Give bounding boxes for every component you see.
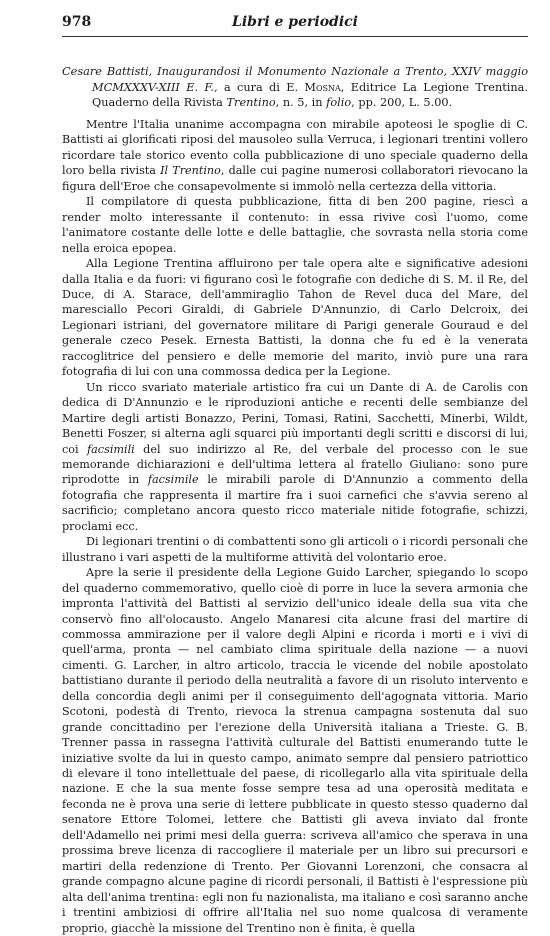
page-number: 978: [62, 14, 92, 30]
citation-title: Cesare Battisti, Inaugurandosi il Monumento Nazionale a Trento, XXIV maggio MCMXXXV-XIII E. F.,: [62, 65, 528, 94]
body-paragraph: [62, 194, 528, 256]
body-paragraph: [62, 565, 528, 936]
paragraph-text: Alla Legione Trentina affluirono per tale opera alte e significative adesioni dalla Italia e da fuori: vi figurano così le fotografie con dediche di S. M. il Re, del Duce, di A. Starace, dell'ammiraglio Tahon de Revel duca del Mare, del maresciallo Pecori Giraldi, di Gabriele D'Annunzio, di Carlo Delcroix, dei Legionari istriani, del governatore militare di Parigi generale Gouraud e del generale czeco Pesek. Ernesta Battisti, la donna che fu ed è la venerata raccoglitrice del pensiero e delle memorie del marito, inviò pure una rara fotografia di lui con una commossa dedica per la Legione.: [62, 257, 528, 379]
body-paragraph: [62, 117, 528, 194]
italic-text: Il Trentino: [160, 164, 221, 178]
citation-editor-prefix: a cura di E.: [217, 80, 305, 94]
italic-text: facsimili: [87, 442, 135, 456]
body-paragraph: [62, 534, 528, 565]
citation-issue: , n. 5, in: [275, 96, 327, 110]
body-paragraph: [62, 380, 528, 535]
paragraph-text: le mirabili parole di D'Annunzio a commento della fotografia che rappresenta il martire fra i suoi carnefici che s'avvia sereno al sacrificio; completano ancora questo ricco materiale nitide fotografie, schizzi, proclami ecc.: [62, 473, 528, 533]
paragraph-text: Mentre l'Italia unanime accompagna con mirabile apoteosi le spoglie di C. Battisti ai glorificati riposi del mausoleo sulla Verruca, i legionari trentini vollero ricordare tale storico evento colla pubblicazione di uno speciale quaderno della loro bella rivista: [62, 118, 528, 178]
citation-publisher: , Editrice La Legione Trentina. Quaderno della Rivista: [92, 80, 528, 110]
paragraph-text: , dalle cui pagine numerosi collaboratori rievocano la figura dell'Eroe che consapevolmente si immolò nella certezza della vittoria.: [62, 164, 529, 193]
body-paragraph: [62, 256, 528, 380]
paragraph-text: Di legionari trentini o di combattenti sono gli articoli o i ricordi personali che illustrano i vari aspetti de la multiforme attività del volontario eroe.: [62, 535, 528, 564]
paragraph-text: Il compilatore di questa pubblicazione, fitta di ben 200 pagine, riescì a render molto interessante il contenuto: in essa rivive così l'uomo, come l'animatore costante delle lotte e delle battaglie, che sovrasta nella storia come nella eroica epopea.: [62, 195, 528, 255]
citation-format: folio: [326, 96, 352, 110]
italic-text: facsimile: [147, 473, 199, 487]
bibliographic-citation: [62, 64, 528, 111]
citation-pages-price: , pp. 200, L. 5.00.: [351, 96, 453, 110]
paragraph-text: del suo indirizzo al Re, del verbale del processo con le sue memorande dichiarazioni e dell'ultima lettera al fratello Giuliano: sono pure riprodotte in: [62, 442, 528, 487]
section-title: Libri e periodici: [232, 14, 358, 30]
running-header: [62, 14, 528, 37]
review-body: [62, 117, 528, 936]
citation-editor-name: Mosna: [304, 80, 341, 94]
paragraph-text: Un ricco svariato materiale artistico fra cui un Dante di A. de Carolis con dedica di D'Annunzio e le riproduzioni antiche e recenti delle sembianze del Martire degli artisti Bonazzo, Perini, Tomasi, Ratini, Sacchetti, Minerbi, Wildt, Benetti Foszer, si alterna agli squarci più importanti degli scritti e discorsi di lui, coi: [62, 380, 528, 456]
citation-journal: Trentino: [226, 96, 276, 110]
paragraph-text: Apre la serie il presidente della Legione Guido Larcher, spiegando lo scopo del quaderno commemorativo, quello cioè di porre in luce la severa armonia che impronta l'attività del Battisti al servizio dell'unico ideale della sua vita che conservò fino all'olocausto. Angelo Manaresi cita alcune frasi del martire di commossa ammirazione per il valore degli Alpini e ricorda i morti e i vivi di quell'arma, pronta — nel cambiato clima spirituale della nazione — a nuovi cimenti. G. Larcher, in altro articolo, traccia le vicende del nobile apostolato battistiano durante il periodo della neutralità a favore di un risoluto intervento e della concordia degli animi per il conseguimento dell'agognata vittoria. Mario Scotoni, podestà di Trento, rievoca la strenua campagna sostenuta dal suo grande concittadino per l'erezione della Università italiana a Trieste. G. B. Trenner passa in rassegna l'attività culturale del Battisti enumerando tutte le iniziative svolte da lui in questo campo, animato sempre dal pensiero patriottico di elevare il tono intellettuale del paese, di ricollegarlo alla vita spirituale della nazione. E che la sua mente fosse sempre tesa ad una operosità meditata e feconda ne è prova una serie di lettere pubblicate in questo stesso quaderno dal senatore Ettore Tolomei, lettere che Battisti gli aveva inviato dal fronte dell'Adamello nei primi mesi della guerra: scriveva all'amico che sperava in una prossima breve licenza di raccogliere il materiale per un libro sui precursori e martiri della redenzione di Trento. Per Giovanni Lorenzoni, che consacra al grande compagno alcune pagine di ricordi personali, il Battisti è l'espressione più alta dell'anima trentina: egli non fu nazionalista, ma italiano e così saranno anche i trentini ambiziosi di offrire all'Italia nel suo nome qualcosa di veramente proprio, giacchè la missione del Trentino non è finita, è quella: [62, 566, 528, 935]
